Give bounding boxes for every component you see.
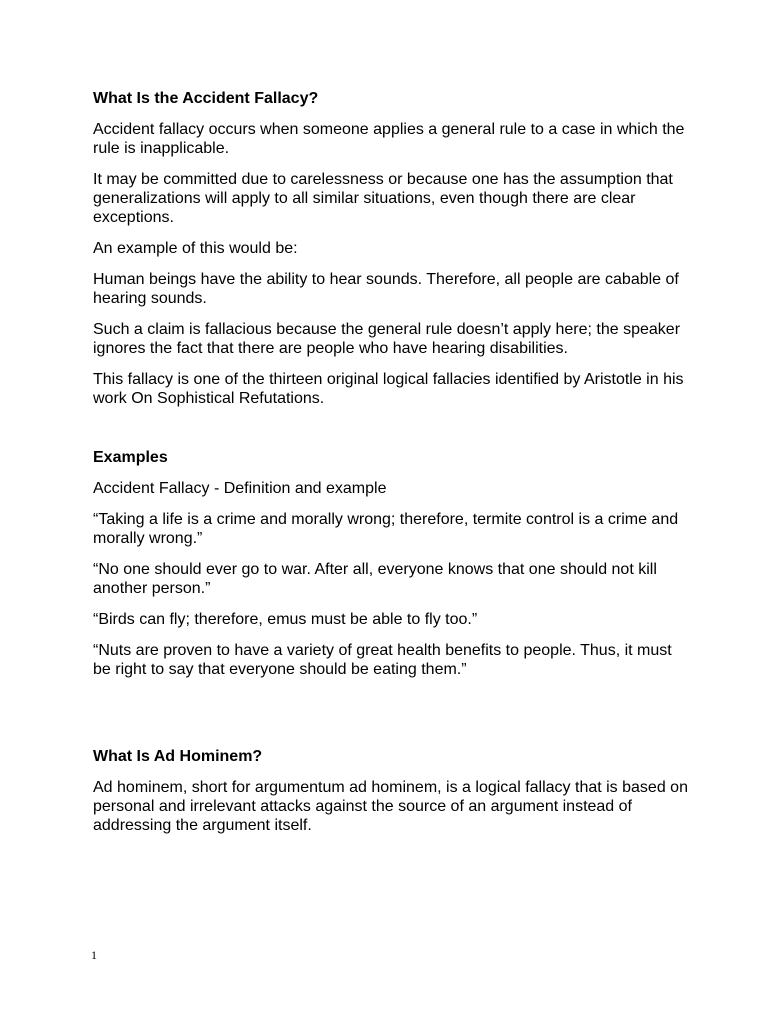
paragraph: Ad hominem, short for argumentum ad hominem, is a logical fallacy that is based on personal and irrelevant attacks against the source of an argument instead of addressing the argument itself. <box>93 779 688 834</box>
example-quote: “Birds can fly; therefore, emus must be able to fly too.” <box>93 611 478 628</box>
spacer <box>93 420 688 448</box>
page-number: 1 <box>91 948 97 962</box>
paragraph: Accident Fallacy - Definition and example <box>93 480 387 497</box>
section-examples <box>93 448 688 679</box>
example-quote: “Nuts are proven to have a variety of great health benefits to people. Thus, it must be right to say that everyone should be eating them.” <box>93 642 672 678</box>
paragraph: Accident fallacy occurs when someone applies a general rule to a case in which the rule is inapplicable. <box>93 121 685 157</box>
paragraph: It may be committed due to carelessness or because one has the assumption that generalizations will apply to all similar situations, even though there are clear exceptions. <box>93 171 673 226</box>
section-heading: Examples <box>93 449 168 466</box>
example-quote: “No one should ever go to war. After all, everyone knows that one should not kill another person.” <box>93 561 657 597</box>
paragraph: Such a claim is fallacious because the general rule doesn’t apply here; the speaker ignores the fact that there are people who have hearing disabilities. <box>93 321 681 357</box>
section-ad-hominem <box>93 747 688 835</box>
spacer <box>93 691 688 747</box>
paragraph: Human beings have the ability to hear sounds. Therefore, all people are cabable of hearing sounds. <box>93 271 679 307</box>
example-quote: “Taking a life is a crime and morally wrong; therefore, termite control is a crime and morally wrong.” <box>93 511 679 547</box>
paragraph: An example of this would be: <box>93 240 298 257</box>
section-heading: What Is the Accident Fallacy? <box>93 90 319 107</box>
section-heading: What Is Ad Hominem? <box>93 748 263 765</box>
document-body <box>93 89 688 847</box>
paragraph: This fallacy is one of the thirteen original logical fallacies identified by Aristotle in his work On Sophistical Refutations. <box>93 371 684 407</box>
section-accident-fallacy <box>93 89 688 408</box>
